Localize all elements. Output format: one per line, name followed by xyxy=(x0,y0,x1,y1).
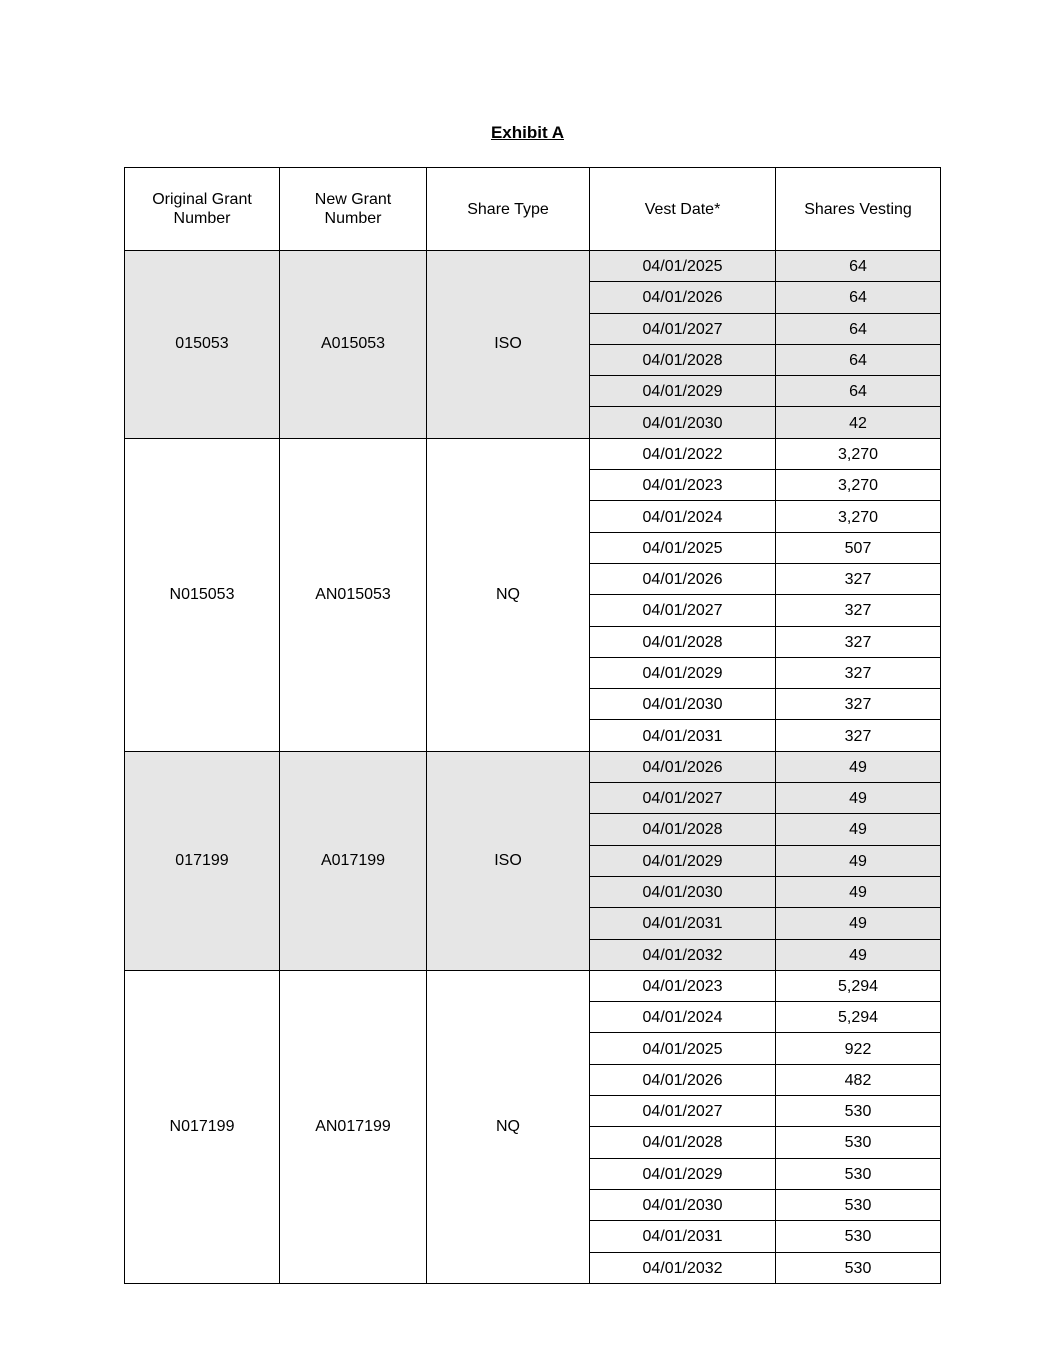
page-title: Exhibit A xyxy=(490,123,565,142)
vest-date-cell: 04/01/2024 xyxy=(590,1002,776,1033)
shares-vesting-cell: 530 xyxy=(776,1127,941,1158)
vest-date-cell: 04/01/2026 xyxy=(590,1064,776,1095)
vest-date-cell: 04/01/2030 xyxy=(590,1189,776,1220)
header-new-grant-number: New Grant Number xyxy=(280,168,427,251)
vest-date-cell: 04/01/2027 xyxy=(590,783,776,814)
share-type: ISO xyxy=(427,751,590,970)
shares-vesting-cell: 327 xyxy=(776,689,941,720)
shares-vesting-cell: 49 xyxy=(776,783,941,814)
shares-vesting-cell: 49 xyxy=(776,939,941,970)
shares-vesting-cell: 530 xyxy=(776,1221,941,1252)
shares-vesting-cell: 507 xyxy=(776,532,941,563)
vest-date-cell: 04/01/2027 xyxy=(590,595,776,626)
original-grant-number: N015053 xyxy=(125,438,280,751)
vest-date-cell: 04/01/2025 xyxy=(590,532,776,563)
shares-vesting-cell: 530 xyxy=(776,1158,941,1189)
vest-date-cell: 04/01/2028 xyxy=(590,344,776,375)
vest-date-cell: 04/01/2025 xyxy=(590,1033,776,1064)
original-grant-number: 017199 xyxy=(125,751,280,970)
shares-vesting-cell: 49 xyxy=(776,845,941,876)
shares-vesting-cell: 327 xyxy=(776,657,941,688)
vest-date-cell: 04/01/2027 xyxy=(590,1096,776,1127)
vest-date-cell: 04/01/2029 xyxy=(590,845,776,876)
shares-vesting-cell: 327 xyxy=(776,563,941,594)
vest-date-cell: 04/01/2025 xyxy=(590,251,776,282)
shares-vesting-cell: 64 xyxy=(776,282,941,313)
shares-vesting-cell: 530 xyxy=(776,1252,941,1283)
table-row xyxy=(125,251,941,282)
vest-date-cell: 04/01/2028 xyxy=(590,1127,776,1158)
shares-vesting-cell: 49 xyxy=(776,814,941,845)
shares-vesting-cell: 49 xyxy=(776,908,941,939)
header-vest-date: Vest Date* xyxy=(590,168,776,251)
vest-date-cell: 04/01/2031 xyxy=(590,1221,776,1252)
shares-vesting-cell: 3,270 xyxy=(776,501,941,532)
share-type: NQ xyxy=(427,438,590,751)
original-grant-number: N017199 xyxy=(125,970,280,1283)
shares-vesting-cell: 49 xyxy=(776,751,941,782)
shares-vesting-cell: 64 xyxy=(776,251,941,282)
vest-date-cell: 04/01/2028 xyxy=(590,626,776,657)
vest-date-cell: 04/01/2030 xyxy=(590,407,776,438)
vest-date-cell: 04/01/2023 xyxy=(590,470,776,501)
new-grant-number: A017199 xyxy=(280,751,427,970)
shares-vesting-cell: 3,270 xyxy=(776,470,941,501)
vest-date-cell: 04/01/2030 xyxy=(590,876,776,907)
shares-vesting-cell: 64 xyxy=(776,376,941,407)
shares-vesting-cell: 327 xyxy=(776,626,941,657)
table-row xyxy=(125,970,941,1001)
vest-date-cell: 04/01/2026 xyxy=(590,751,776,782)
shares-vesting-cell: 922 xyxy=(776,1033,941,1064)
table-row xyxy=(125,751,941,782)
shares-vesting-cell: 64 xyxy=(776,313,941,344)
shares-vesting-cell: 530 xyxy=(776,1189,941,1220)
shares-vesting-cell: 327 xyxy=(776,595,941,626)
new-grant-number: A015053 xyxy=(280,251,427,439)
vest-date-cell: 04/01/2031 xyxy=(590,908,776,939)
original-grant-number: 015053 xyxy=(125,251,280,439)
vest-date-cell: 04/01/2032 xyxy=(590,939,776,970)
table-row xyxy=(125,438,941,469)
shares-vesting-cell: 3,270 xyxy=(776,438,941,469)
shares-vesting-cell: 42 xyxy=(776,407,941,438)
vest-date-cell: 04/01/2030 xyxy=(590,689,776,720)
share-type: ISO xyxy=(427,251,590,439)
vesting-schedule-table xyxy=(124,167,941,1284)
header-row xyxy=(125,168,941,251)
vest-date-cell: 04/01/2022 xyxy=(590,438,776,469)
header-original-grant-number: Original Grant Number xyxy=(125,168,280,251)
shares-vesting-cell: 49 xyxy=(776,876,941,907)
shares-vesting-cell: 64 xyxy=(776,344,941,375)
new-grant-number: AN015053 xyxy=(280,438,427,751)
header-share-type: Share Type xyxy=(427,168,590,251)
vest-date-cell: 04/01/2027 xyxy=(590,313,776,344)
table-body xyxy=(125,251,941,1284)
vest-date-cell: 04/01/2026 xyxy=(590,282,776,313)
vest-date-cell: 04/01/2028 xyxy=(590,814,776,845)
vest-date-cell: 04/01/2029 xyxy=(590,376,776,407)
shares-vesting-cell: 5,294 xyxy=(776,1002,941,1033)
shares-vesting-cell: 327 xyxy=(776,720,941,751)
shares-vesting-cell: 482 xyxy=(776,1064,941,1095)
vest-date-cell: 04/01/2032 xyxy=(590,1252,776,1283)
vest-date-cell: 04/01/2024 xyxy=(590,501,776,532)
vest-date-cell: 04/01/2029 xyxy=(590,1158,776,1189)
share-type: NQ xyxy=(427,970,590,1283)
vest-date-cell: 04/01/2031 xyxy=(590,720,776,751)
new-grant-number: AN017199 xyxy=(280,970,427,1283)
shares-vesting-cell: 530 xyxy=(776,1096,941,1127)
header-shares-vesting: Shares Vesting xyxy=(776,168,941,251)
vest-date-cell: 04/01/2029 xyxy=(590,657,776,688)
vest-date-cell: 04/01/2026 xyxy=(590,563,776,594)
vest-date-cell: 04/01/2023 xyxy=(590,970,776,1001)
shares-vesting-cell: 5,294 xyxy=(776,970,941,1001)
